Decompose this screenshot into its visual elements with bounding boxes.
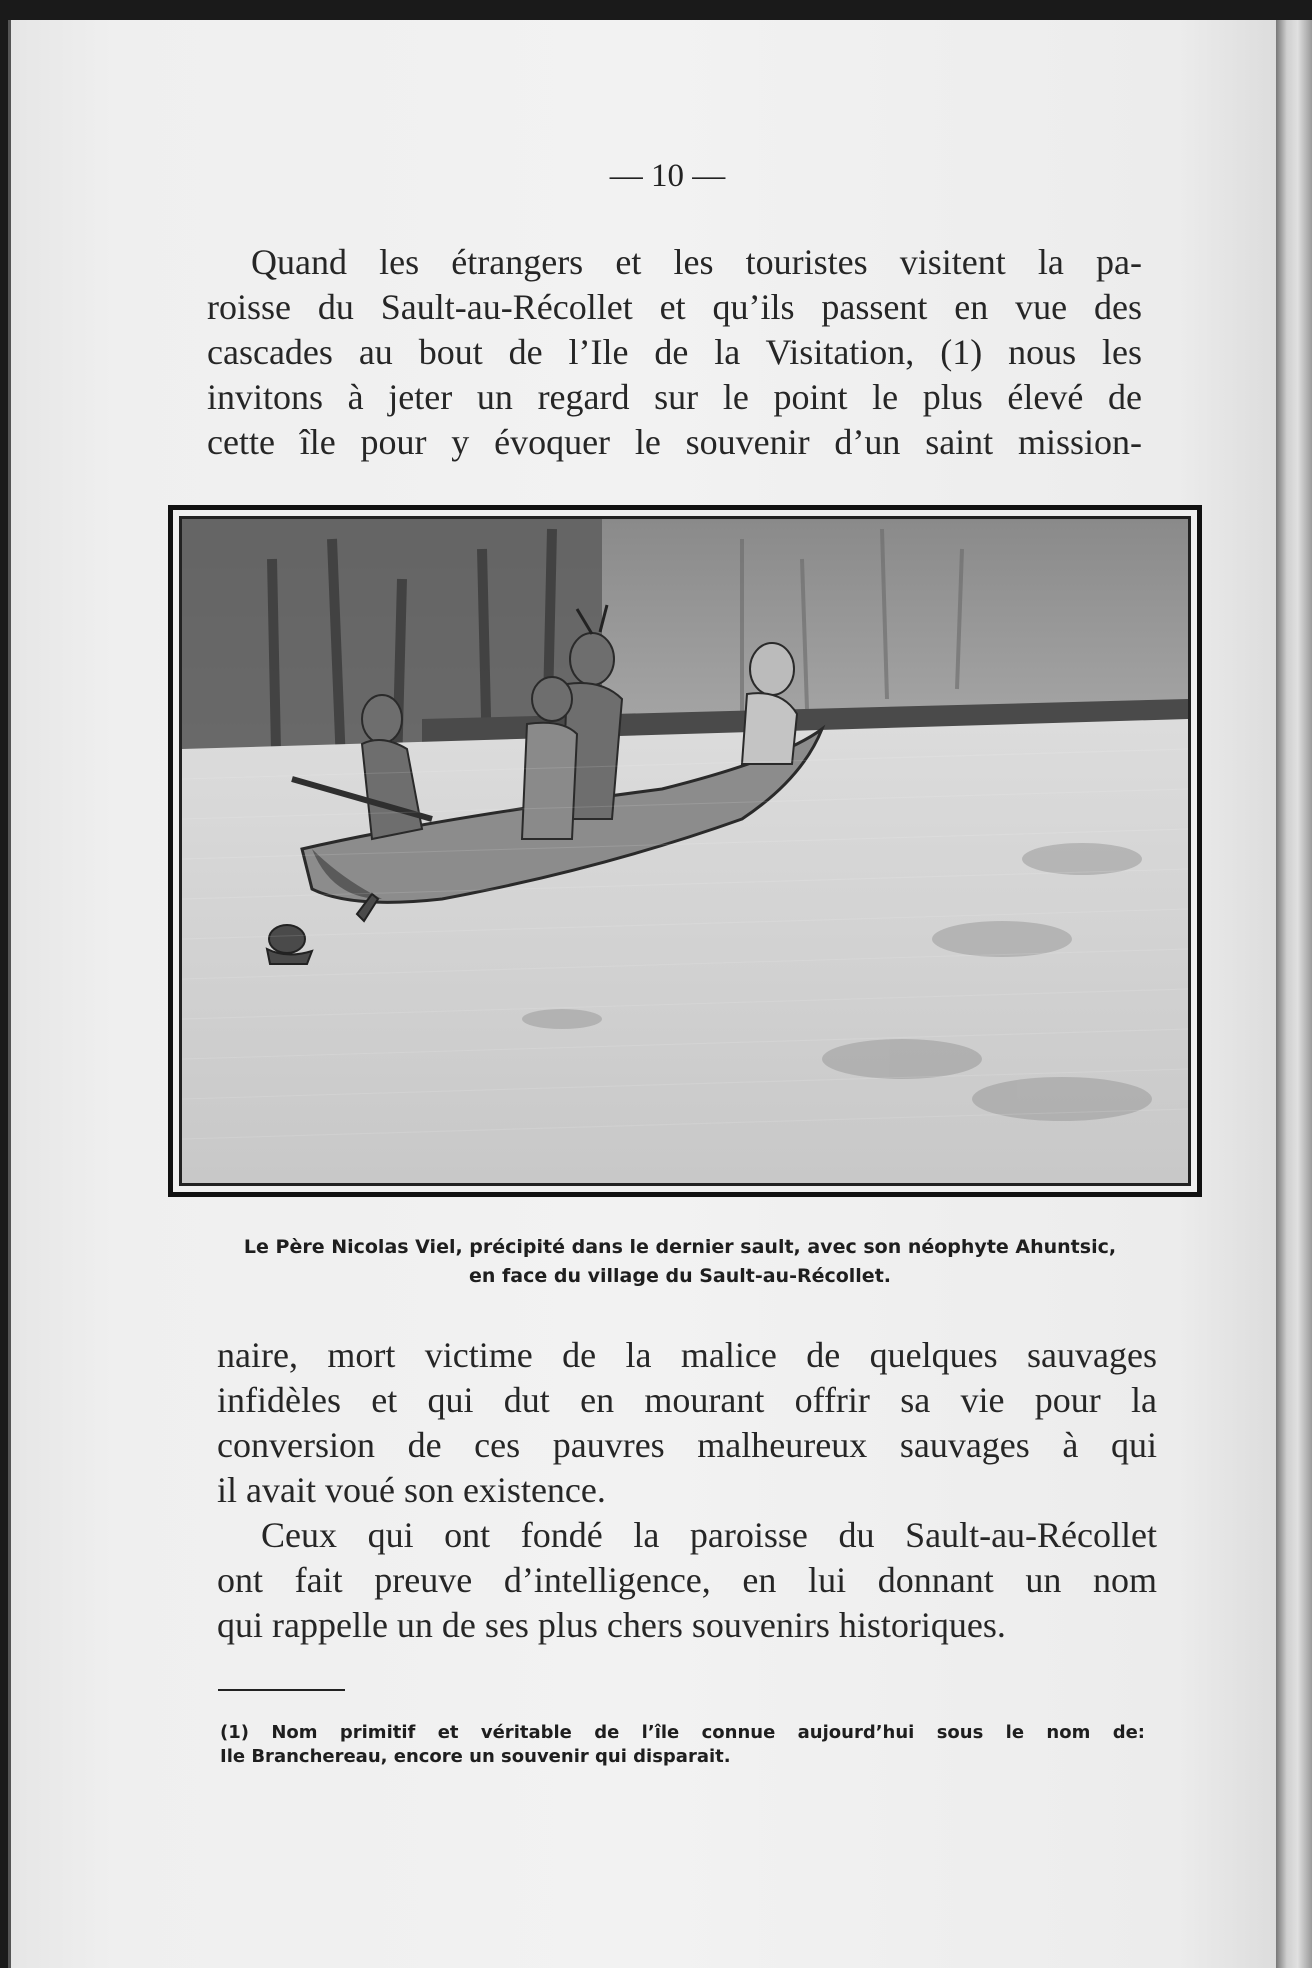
illustration-canoe-rapids bbox=[168, 505, 1202, 1197]
text-line: roisse du Sault-au-Récollet et qu’ils passent en vue des bbox=[207, 287, 1142, 327]
text-line: Quand les étrangers et les touristes visitent la pa- bbox=[251, 242, 1142, 282]
illustration-caption-line-1: Le Père Nicolas Viel, précipité dans le dernier sault, avec son néophyte Ahuntsic, bbox=[243, 1236, 1117, 1258]
footnote-line-1: (1) Nom primitif et véritable de l’île connue aujourd’hui sous le nom de: bbox=[220, 1722, 1145, 1743]
text-line: il avait voué son existence. bbox=[217, 1470, 606, 1510]
text-line: ont fait preuve d’intelligence, en lui donnant un nom bbox=[217, 1560, 1157, 1600]
engraving-image bbox=[182, 519, 1188, 1183]
illustration-caption-line-2: en face du village du Sault-au-Récollet. bbox=[469, 1265, 891, 1287]
text-line: qui rappelle un de ses plus chers souvenirs historiques. bbox=[217, 1605, 1006, 1645]
text-line: cascades au bout de l’Ile de la Visitation, (1) nous les bbox=[207, 332, 1142, 372]
text-line: cette île pour y évoquer le souvenir d’un saint mission- bbox=[207, 422, 1142, 462]
page-edge bbox=[1276, 20, 1312, 1968]
paragraph-continuation bbox=[217, 1333, 1157, 1513]
text-line: infidèles et qui dut en mourant offrir sa vie pour la bbox=[217, 1380, 1157, 1420]
footnote-line-2: Ile Branchereau, encore un souvenir qui disparait. bbox=[220, 1746, 731, 1767]
paragraph-founders bbox=[217, 1513, 1157, 1648]
paragraph-intro bbox=[207, 240, 1142, 465]
text-line: naire, mort victime de la malice de quelques sauvages bbox=[217, 1335, 1157, 1375]
text-line: Ceux qui ont fondé la paroisse du Sault-au-Récollet bbox=[261, 1515, 1157, 1555]
text-line: conversion de ces pauvres malheureux sauvages à qui bbox=[217, 1425, 1157, 1465]
footnote-rule bbox=[218, 1689, 345, 1691]
text-line: invitons à jeter un regard sur le point le plus élevé de bbox=[207, 377, 1142, 417]
page-number: — 10 — bbox=[609, 158, 726, 194]
